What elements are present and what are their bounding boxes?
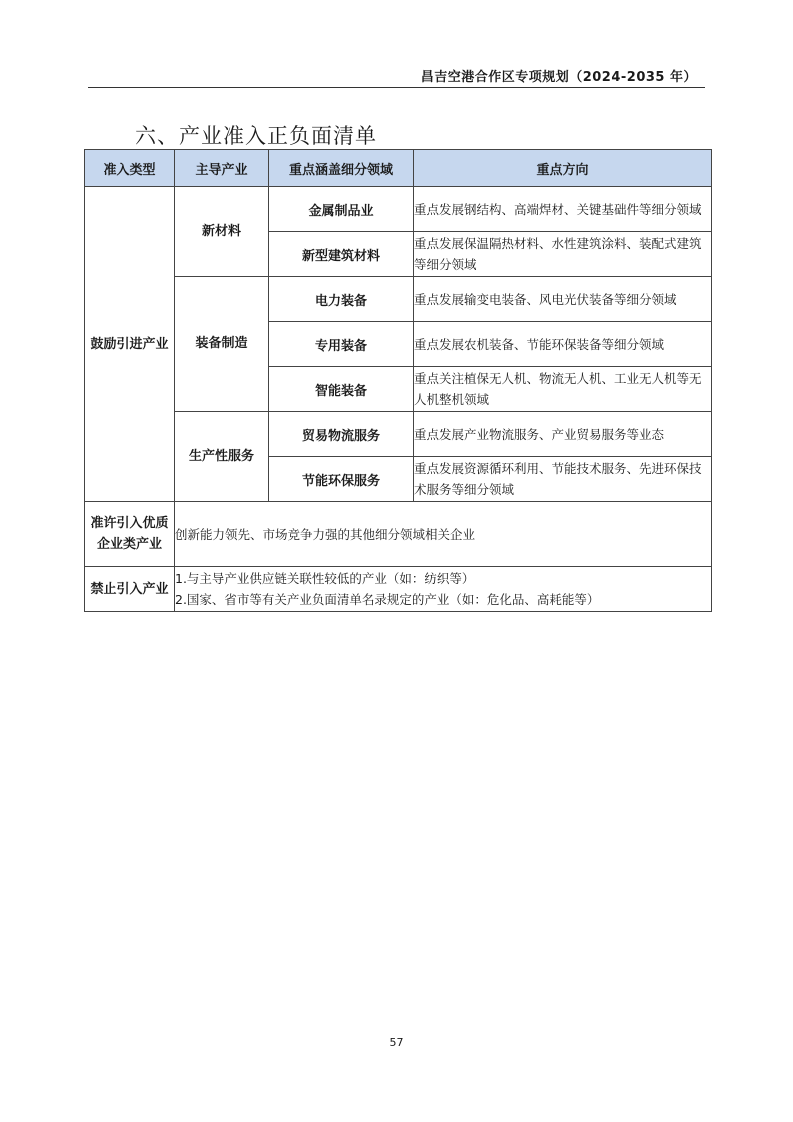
section-title: 六、产业准入正负面清单 bbox=[135, 124, 377, 148]
prohibited-item: 1.与主导产业供应链关联性较低的产业（如：纺织等） bbox=[175, 571, 475, 586]
subfield-cell: 智能装备 bbox=[269, 367, 414, 412]
table-row bbox=[85, 567, 712, 612]
prohibited-item: 2.国家、省市等有关产业负面清单名录规定的产业（如：危化品、高耗能等） bbox=[175, 592, 600, 607]
direction-cell: 重点发展保温隔热材料、水性建筑涂料、装配式建筑等细分领域 bbox=[414, 232, 712, 277]
direction-cell: 重点发展资源循环利用、节能技术服务、先进环保技术服务等细分领域 bbox=[414, 457, 712, 502]
industry-producer-services: 生产性服务 bbox=[175, 412, 269, 502]
running-header: 昌吉空港合作区专项规划（2024-2035 年） bbox=[420, 70, 697, 85]
table-row bbox=[85, 502, 712, 567]
permitted-content: 创新能力领先、市场竞争力强的其他细分领域相关企业 bbox=[175, 502, 712, 567]
header-cell-industry: 主导产业 bbox=[175, 150, 269, 187]
subfield-cell: 金属制品业 bbox=[269, 187, 414, 232]
subfield-cell: 节能环保服务 bbox=[269, 457, 414, 502]
subfield-cell: 电力装备 bbox=[269, 277, 414, 322]
direction-cell: 重点关注植保无人机、物流无人机、工业无人机等无人机整机领域 bbox=[414, 367, 712, 412]
header-cell-subfield: 重点涵盖细分领域 bbox=[269, 150, 414, 187]
page-number: 57 bbox=[389, 1036, 404, 1049]
industry-access-table bbox=[84, 149, 712, 612]
industry-new-materials: 新材料 bbox=[175, 187, 269, 277]
header-rule bbox=[88, 87, 705, 88]
header-cell-type: 准入类型 bbox=[85, 150, 175, 187]
subfield-cell: 专用装备 bbox=[269, 322, 414, 367]
access-type-prohibited: 禁止引入产业 bbox=[85, 567, 175, 612]
direction-cell: 重点发展输变电装备、风电光伏装备等细分领域 bbox=[414, 277, 712, 322]
table-row bbox=[85, 187, 712, 232]
table-row bbox=[85, 277, 712, 322]
industry-equipment-manufacturing: 装备制造 bbox=[175, 277, 269, 412]
access-type-encouraged: 鼓励引进产业 bbox=[85, 187, 175, 502]
table-row bbox=[85, 412, 712, 457]
table-header-row bbox=[85, 150, 712, 187]
prohibited-content bbox=[175, 567, 712, 612]
direction-cell: 重点发展产业物流服务、产业贸易服务等业态 bbox=[414, 412, 712, 457]
access-type-permitted: 准许引入优质企业类产业 bbox=[85, 502, 175, 567]
subfield-cell: 贸易物流服务 bbox=[269, 412, 414, 457]
direction-cell: 重点发展农机装备、节能环保装备等细分领域 bbox=[414, 322, 712, 367]
direction-cell: 重点发展钢结构、高端焊材、关键基础件等细分领域 bbox=[414, 187, 712, 232]
subfield-cell: 新型建筑材料 bbox=[269, 232, 414, 277]
header-cell-direction: 重点方向 bbox=[414, 150, 712, 187]
